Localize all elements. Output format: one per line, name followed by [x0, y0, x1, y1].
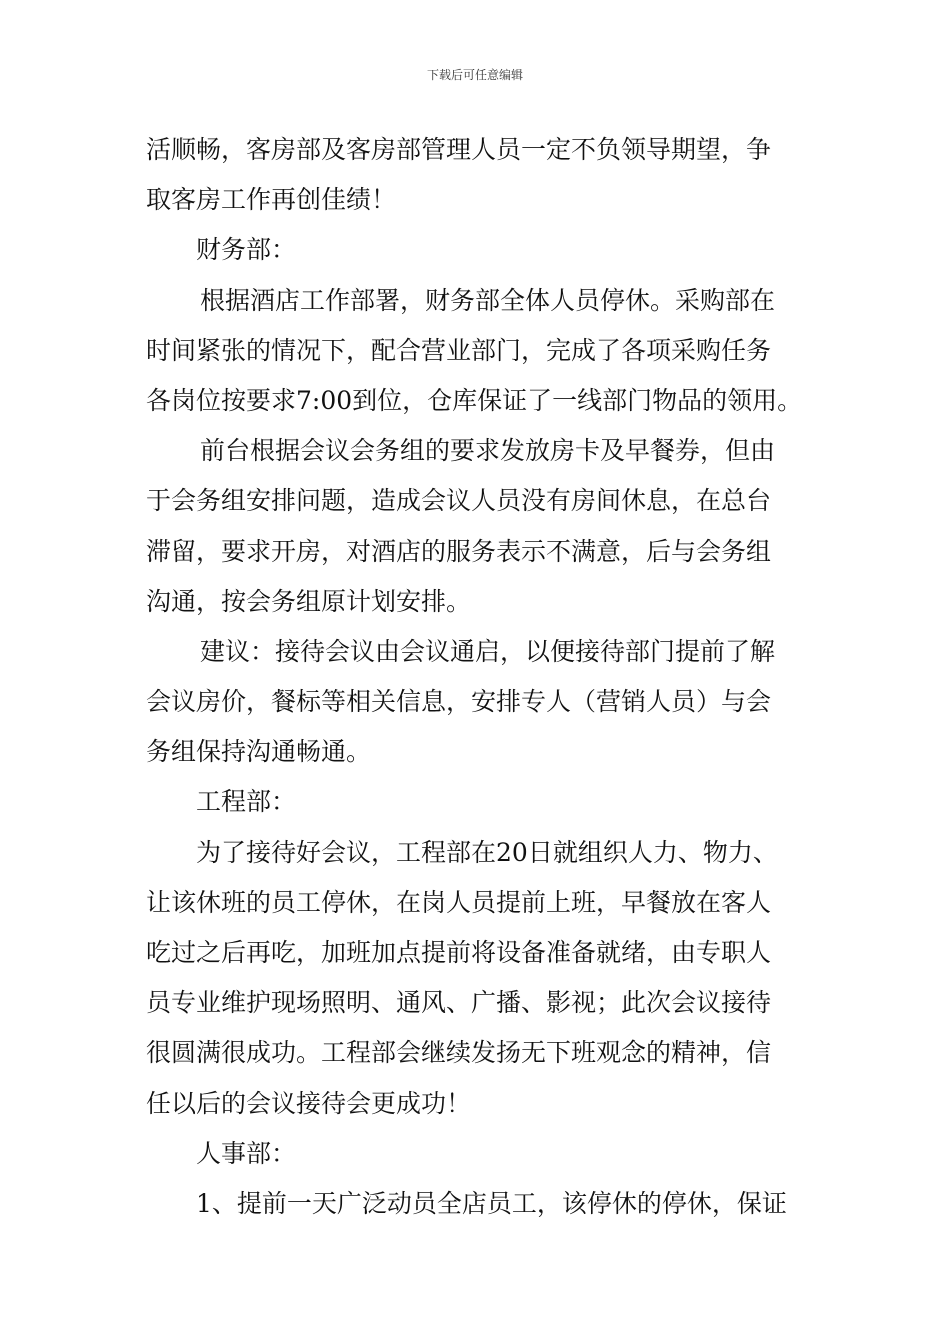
- text-line: 员专业维护现场照明、通风、广播、影视；此次会议接待: [146, 988, 772, 1018]
- text-line: 吃过之后再吃，加班加点提前将设备准备就绪，由专职人: [146, 938, 772, 967]
- section-heading-finance: 财务部：: [196, 235, 297, 265]
- text-line: 取客房工作再创佳绩！: [146, 185, 397, 215]
- text-line: 务组保持沟通畅通。: [146, 737, 372, 767]
- text-line: 前台根据会议会务组的要求发放房卡及早餐券，但由: [200, 436, 776, 466]
- text-line: 任以后的会议接待会更成功！: [146, 1088, 472, 1118]
- text-line: 建议：接待会议由会议通启，以便接待部门提前了解: [200, 636, 776, 666]
- text-line: 很圆满很成功。工程部会继续发扬无下班观念的精神，信: [146, 1038, 772, 1068]
- text-line: 让该休班的员工停休，在岗人员提前上班，早餐放在客人: [146, 887, 772, 917]
- text-line: 滞留，要求开房，对酒店的服务表示不满意，后与会务组: [146, 536, 772, 566]
- text-line: 时间紧张的情况下，配合营业部门，完成了各项采购任务: [146, 335, 772, 365]
- text-line: 根据酒店工作部署，财务部全体人员停休。采购部在: [200, 285, 776, 315]
- document-body: [146, 125, 806, 1229]
- page-header: 下载后可任意编辑: [426, 68, 523, 82]
- text-line: 各岗位按要求7:00到位，仓库保证了一线部门物品的领用。: [146, 385, 803, 415]
- text-line: 沟通，按会务组原计划安排。: [146, 586, 472, 616]
- text-line: 会议房价，餐标等相关信息，安排专人（营销人员）与会: [146, 687, 772, 717]
- section-heading-engineering: 工程部：: [196, 787, 297, 817]
- text-line: 活顺畅，客房部及客房部管理人员一定不负领导期望，争: [146, 135, 772, 164]
- text-line: 于会务组安排问题，造成会议人员没有房间休息，在总台: [146, 486, 772, 516]
- section-heading-hr: 人事部：: [196, 1138, 297, 1168]
- text-line: 为了接待好会议，工程部在20日就组织人力、物力、: [196, 837, 778, 867]
- text-line: 1、提前一天广泛动员全店员工，该停休的停休，保证: [196, 1188, 787, 1218]
